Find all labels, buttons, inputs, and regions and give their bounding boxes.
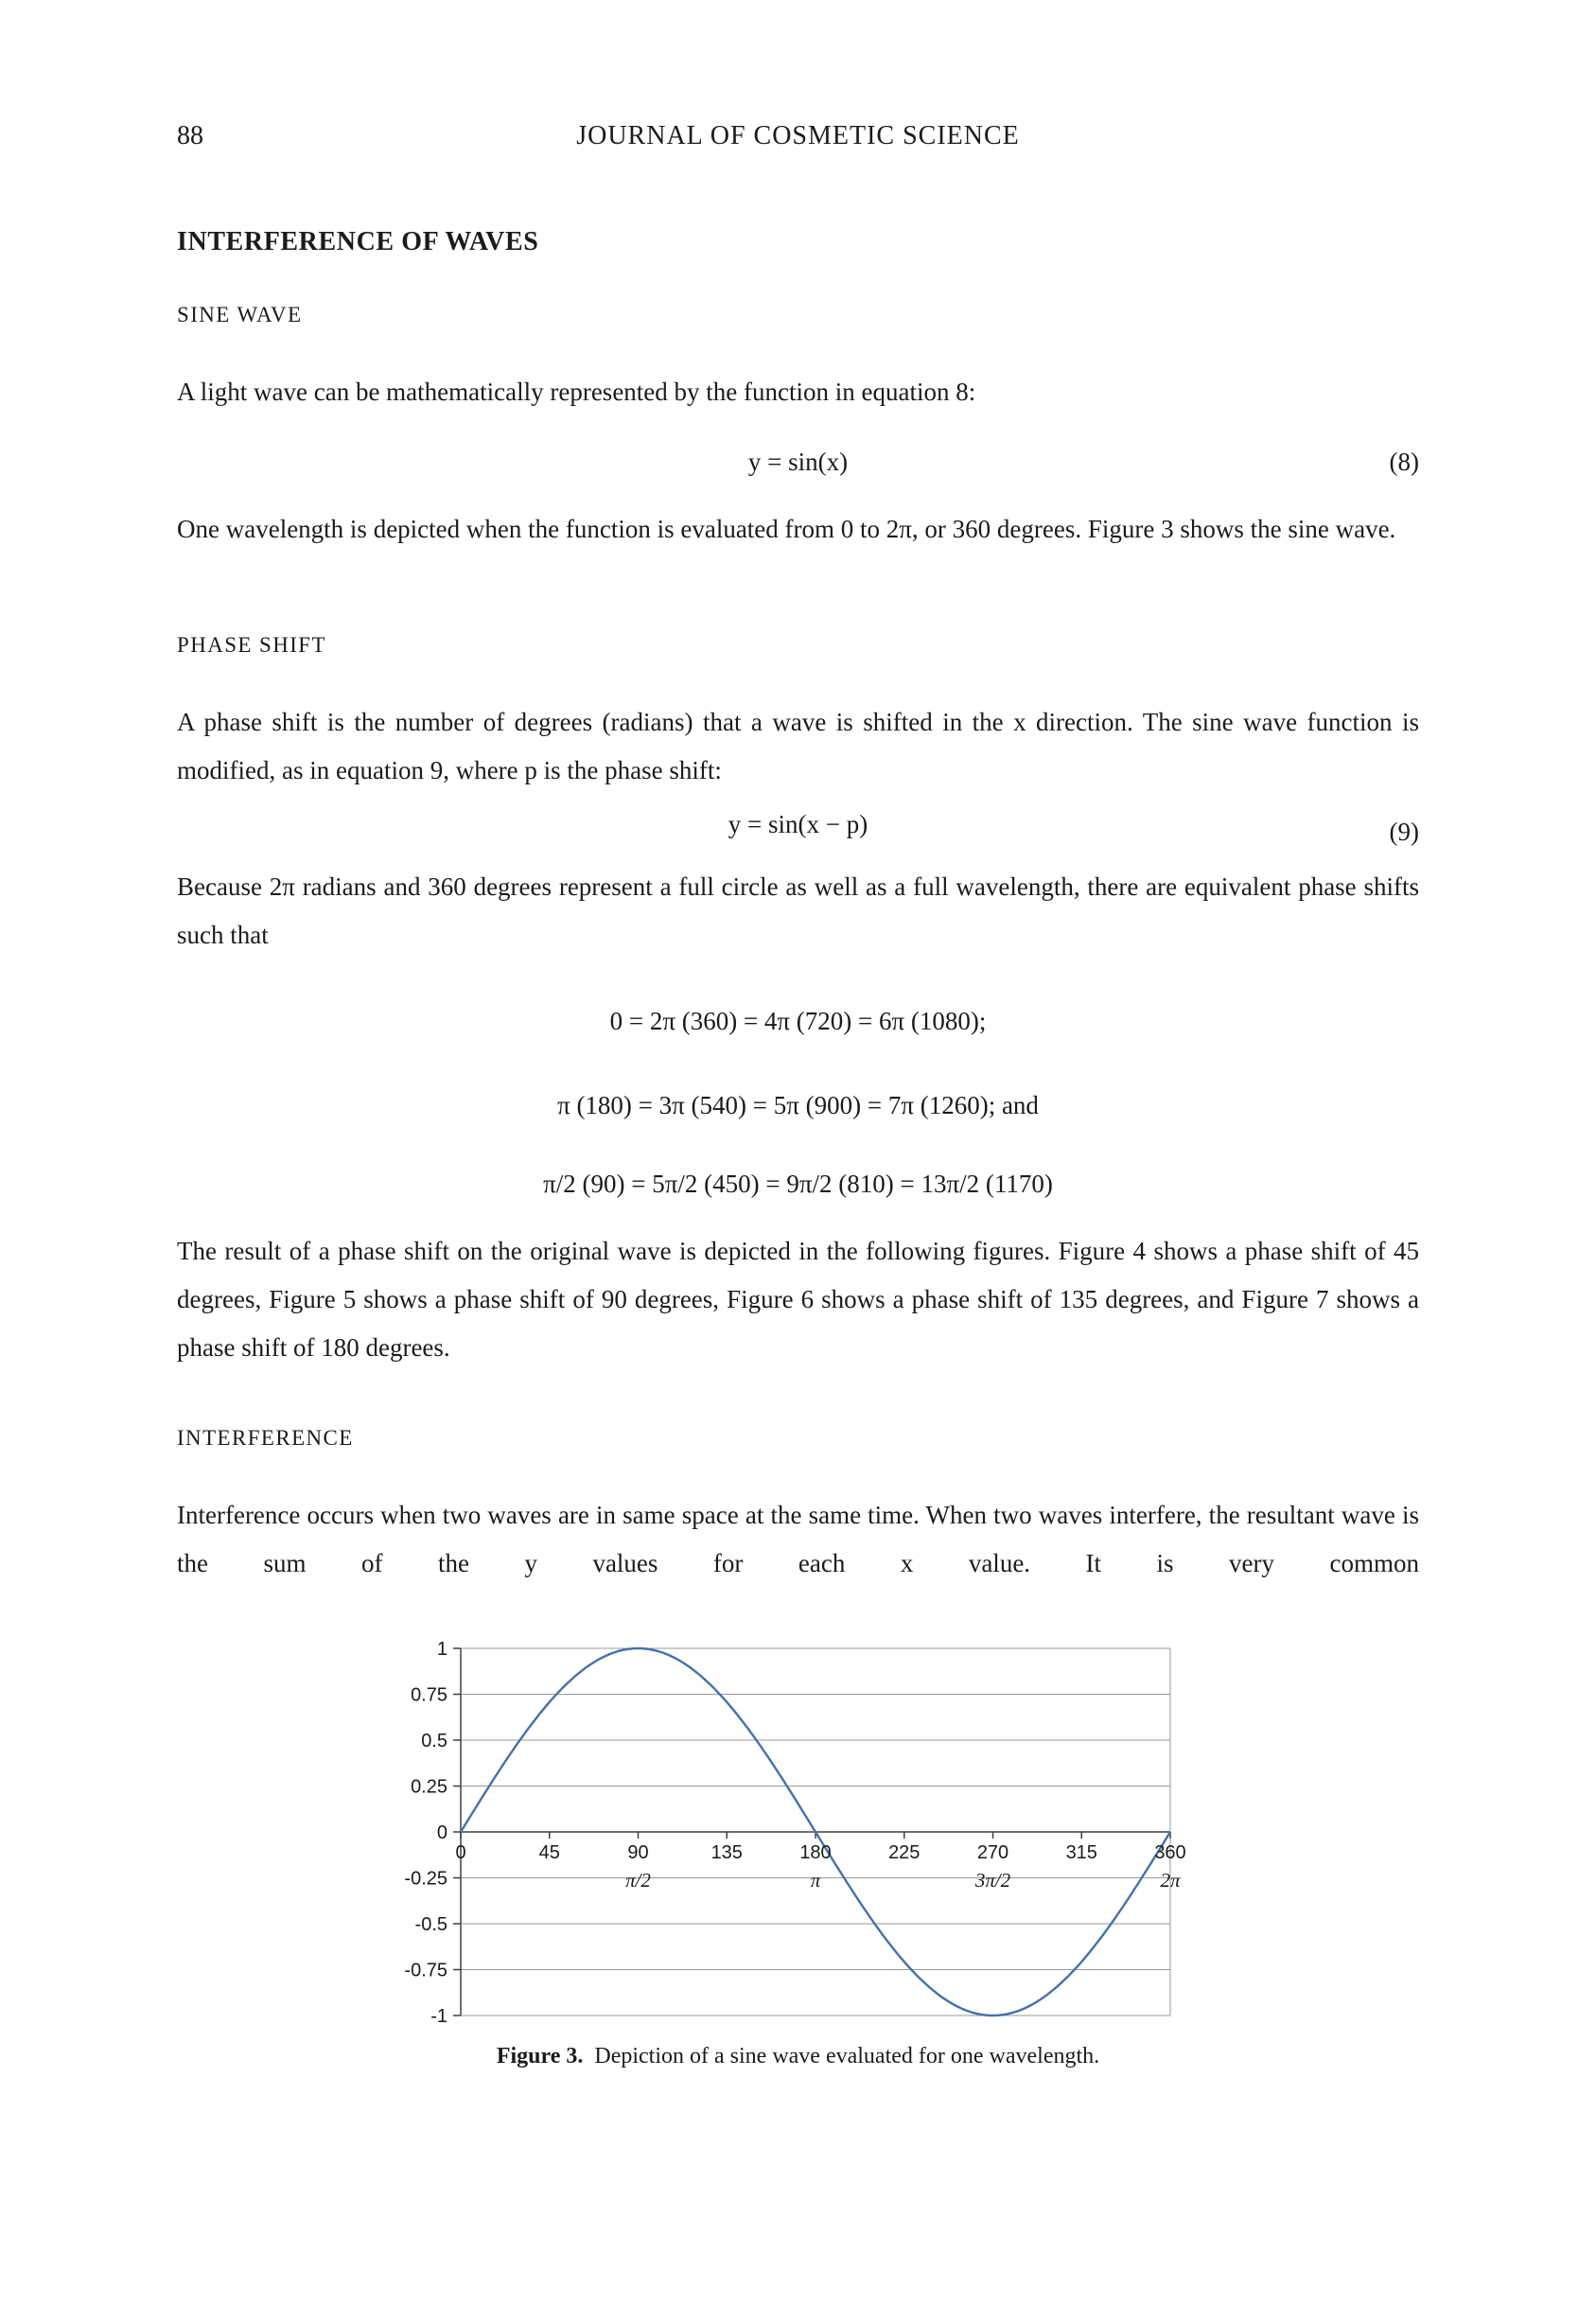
subheading-interference: INTERFERENCE xyxy=(177,1426,354,1450)
equation-line-2: π (180) = 3π (540) = 5π (900) = 7π (1260); and xyxy=(557,1091,1039,1119)
svg-text:1: 1 xyxy=(436,1639,447,1660)
svg-text:-0.5: -0.5 xyxy=(414,1914,447,1935)
sine-wave-chart-wrap xyxy=(390,1635,1419,2028)
section-heading-interference-of-waves: INTERFERENCE OF WAVES xyxy=(177,227,539,256)
svg-text:0: 0 xyxy=(455,1842,466,1863)
svg-text:0: 0 xyxy=(436,1822,447,1843)
paragraph-phase-shift-definition: A phase shift is the number of degrees (radians) that a wave is shifted in the x direction. The sine wave function is modified, as in equation 9, where p is the phase shift: xyxy=(177,708,1419,784)
figure-3-caption xyxy=(177,2042,1419,2070)
paragraph-sine-wave-intro: A light wave can be mathematically represented by the function in equation 8: xyxy=(177,378,976,406)
svg-text:0.25: 0.25 xyxy=(411,1776,447,1798)
svg-text:0.75: 0.75 xyxy=(411,1684,447,1706)
subheading-sine-wave: SINE WAVE xyxy=(177,303,303,326)
equation-8-body: y = sin(x) xyxy=(747,448,849,476)
page-number: 88 xyxy=(177,121,203,150)
equation-8-number: (8) xyxy=(1389,448,1419,476)
equation-9-body: y = sin(x − p) xyxy=(728,810,868,838)
sine-wave-chart xyxy=(390,1635,1203,2023)
svg-text:3π/2: 3π/2 xyxy=(974,1869,1011,1892)
svg-text:180: 180 xyxy=(799,1842,832,1863)
equation-line-1: 0 = 2π (360) = 4π (720) = 6π (1080); xyxy=(609,1007,987,1035)
svg-text:225: 225 xyxy=(888,1842,921,1863)
equation-block xyxy=(177,997,1419,1208)
equation-line-3: π/2 (90) = 5π/2 (450) = 9π/2 (810) = 13π/2 (1170) xyxy=(543,1170,1053,1198)
figure-3-caption-text: Depiction of a sine wave evaluated for one wavelength. xyxy=(594,2044,1100,2068)
equation-9 xyxy=(177,801,1419,849)
svg-text:π: π xyxy=(810,1869,821,1892)
svg-text:0.5: 0.5 xyxy=(421,1731,447,1752)
svg-text:45: 45 xyxy=(538,1842,560,1863)
svg-text:2π: 2π xyxy=(1160,1869,1181,1892)
figure-3-caption-label: Figure 3. xyxy=(496,2044,584,2068)
subheading-phase-shift: PHASE SHIFT xyxy=(177,633,326,657)
svg-text:360: 360 xyxy=(1154,1842,1186,1863)
equation-9-number: (9) xyxy=(1389,818,1419,846)
figure-3 xyxy=(177,1635,1419,2070)
paragraph-phase-shift-result: The result of a phase shift on the original wave is depicted in the following figures. Figure 4 shows a phase shift of 45 degrees, Figure 5 shows a phase shift of 90 degrees, Figure 6 shows a phase shift of 135 degrees, and Figure 7 shows a phase shift of 180 degrees. xyxy=(177,1237,1419,1362)
paragraph-interference: Interference occurs when two waves are in same space at the same time. When two waves interfere, the resultant wave is the sum of the y values for each x value. It is very common xyxy=(177,1501,1419,1577)
page-header xyxy=(177,121,1419,159)
svg-text:π/2: π/2 xyxy=(625,1869,651,1892)
journal-title: JOURNAL OF COSMETIC SCIENCE xyxy=(576,121,1020,150)
svg-text:135: 135 xyxy=(710,1842,743,1863)
svg-text:315: 315 xyxy=(1065,1842,1097,1863)
svg-text:-0.25: -0.25 xyxy=(404,1868,447,1890)
svg-text:-1: -1 xyxy=(430,2006,447,2023)
paragraph-equivalent-shifts: Because 2π radians and 360 degrees represent a full circle as well as a full wavelength, there are equivalent phase shifts such that xyxy=(177,872,1419,949)
paragraph-wavelength: One wavelength is depicted when the function is evaluated from 0 to 2π, or 360 degrees. Figure 3 shows the sine wave. xyxy=(177,515,1396,543)
svg-text:-0.75: -0.75 xyxy=(404,1960,447,1981)
svg-text:270: 270 xyxy=(976,1842,1009,1863)
svg-text:90: 90 xyxy=(627,1842,649,1863)
equation-8 xyxy=(177,438,1419,486)
